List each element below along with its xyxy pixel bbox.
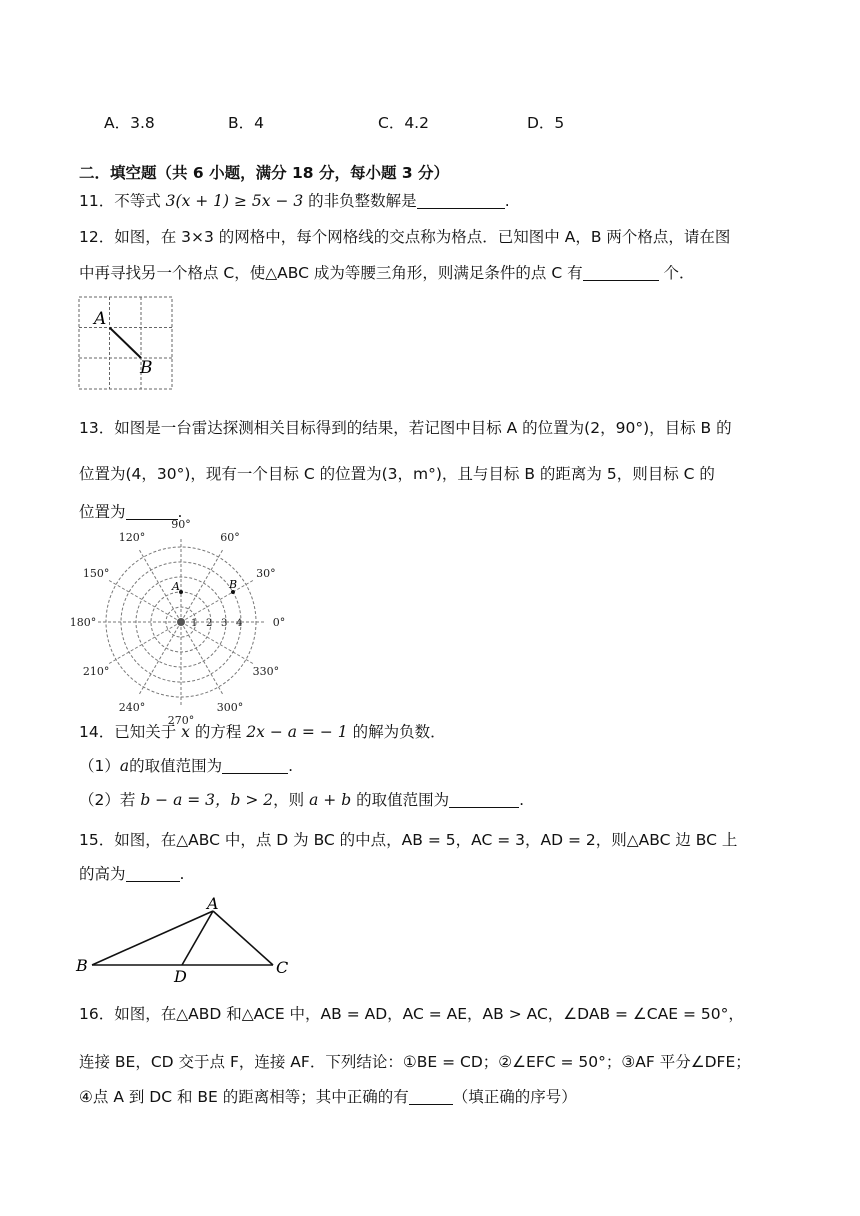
- q14-stem-mid: 的方程: [194, 723, 242, 741]
- q14-part2-prefix: （2）若: [79, 791, 136, 809]
- grid-point-a: A: [94, 309, 107, 329]
- radar-point-a: A: [172, 580, 180, 593]
- q16-line3-suffix: （填正确的序号）: [452, 1088, 577, 1106]
- q14-part2-text: 的取值范围为: [356, 791, 450, 809]
- question-16-line1: 16．如图，在△ABD 和△ACE 中，AB = AD，AC = AE，AB > AC，∠DAB = ∠CAE = 50°，: [79, 1005, 744, 1023]
- q12-answer-blank[interactable]: [583, 264, 659, 281]
- q14-part2-end: .: [519, 791, 525, 809]
- section-title: 二．填空题（共 6 小题，满分 18 分，每小题 3 分）: [79, 164, 450, 182]
- triangle-figure: [74, 894, 294, 984]
- q13-line3-suffix: .: [177, 503, 183, 521]
- question-12-line1: 12．如图，在 3×3 的网格中，每个网格线的交点称为格点．已知图中 A，B 两个格点，请在图: [79, 228, 731, 246]
- triangle-point-a: A: [207, 894, 219, 913]
- q11-prefix: 11．不等式: [79, 192, 161, 210]
- radar-spoke: [108, 580, 181, 622]
- q11-answer-blank[interactable]: [417, 192, 505, 209]
- q15-line2-suffix: .: [179, 865, 185, 883]
- q14-part1-end: .: [288, 757, 294, 775]
- q13-answer-blank[interactable]: [126, 503, 178, 520]
- radar-angle-label: 90°: [171, 518, 191, 531]
- q12-line2-prefix: 中再寻找另一个格点 C，使△ABC 成为等腰三角形，则满足条件的点 C 有: [79, 264, 583, 282]
- radar-spoke: [181, 580, 254, 622]
- segment-ad: [182, 911, 213, 965]
- radar-angle-label: 240°: [118, 700, 146, 714]
- radar-spoke: [181, 549, 223, 622]
- q14-part1-variable: a: [119, 757, 130, 775]
- q15-line2-prefix: 的高为: [79, 865, 126, 883]
- radar-angle-label: 330°: [252, 665, 280, 678]
- triangle-point-b: B: [76, 956, 88, 975]
- radar-angle-label: 210°: [82, 665, 110, 678]
- segment-ab: [92, 911, 213, 965]
- q14-stem-prefix: 14．已知关于: [79, 723, 177, 741]
- q15-answer-blank[interactable]: [126, 865, 180, 882]
- radar-angle-label: 150°: [82, 567, 110, 580]
- q12-line2-suffix: 个．: [658, 264, 695, 282]
- radar-origin: [177, 618, 185, 626]
- radar-point-b: B: [228, 578, 238, 591]
- radar-angle-label: 60°: [220, 531, 240, 545]
- q14-part2-blank[interactable]: [449, 791, 519, 808]
- question-12-line2: [79, 261, 695, 285]
- option-d: D．5: [527, 114, 565, 132]
- q14-stem-suffix: 的解为负数．: [352, 723, 446, 741]
- q14-part1-blank[interactable]: [222, 757, 288, 774]
- question-13-line2: 位置为(4，30°)，现有一个目标 C 的位置为(3，m°)，且与目标 B 的距离为 5，则目标 C 的: [79, 465, 715, 483]
- question-16-line2: 连接 BE，CD 交于点 F，连接 AF．下列结论：①BE = CD；②∠EFC = 50°；③AF 平分∠DFE；: [79, 1053, 751, 1071]
- q14-part1-prefix: （1）: [79, 757, 120, 775]
- radar-angle-label: 30°: [256, 567, 276, 580]
- q11-expression: 3(x + 1) ≥ 5x − 3: [165, 192, 304, 210]
- radar-spoke: [181, 622, 223, 695]
- segment-ab: [110, 328, 142, 359]
- question-13-line1: 13．如图是一台雷达探测相关目标得到的结果，若记图中目标 A 的位置为(2，90°)，目标 B 的: [79, 419, 732, 437]
- q13-line3-prefix: 位置为: [79, 503, 126, 521]
- grid-point-b: B: [140, 358, 153, 378]
- triangle-point-d: D: [174, 967, 187, 986]
- question-14-part2: [79, 788, 524, 812]
- q14-part1-text: 的取值范围为: [129, 757, 223, 775]
- option-a: A．3.8: [104, 114, 155, 132]
- radar-angle-label: 180°: [69, 616, 97, 629]
- option-b: B．4: [228, 114, 264, 132]
- radar-angle-label: 300°: [216, 700, 244, 714]
- question-14-part1: [79, 754, 293, 778]
- q14-part2-mid: ，则: [273, 791, 305, 809]
- radar-figure: [69, 518, 286, 727]
- q14-variable: x: [181, 723, 190, 741]
- grid-figure: [78, 296, 174, 391]
- radar-ring-label: 4: [236, 618, 243, 629]
- q14-equation: 2x − a = − 1: [246, 723, 348, 741]
- radar-spoke: [139, 622, 181, 695]
- radar-ring-label: 1: [191, 618, 198, 629]
- q14-part2-expression: a + b: [309, 791, 352, 809]
- question-14-stem: [79, 720, 446, 744]
- triangle-point-c: C: [276, 958, 289, 977]
- q16-answer-blank[interactable]: [409, 1088, 453, 1105]
- option-c: C．4.2: [378, 114, 429, 132]
- radar-angle-label: 0°: [272, 616, 286, 629]
- radar-ring-label: 2: [206, 618, 213, 629]
- q11-suffix: 的非负整数解是: [308, 192, 417, 210]
- question-11: [79, 189, 510, 213]
- question-16-line3: [79, 1085, 577, 1109]
- q14-part2-condition: b − a = 3，b > 2: [140, 791, 274, 809]
- question-15-line1: 15．如图，在△ABC 中，点 D 为 BC 的中点，AB = 5，AC = 3，AD = 2，则△ABC 边 BC 上: [79, 831, 738, 849]
- radar-angle-label: 270°: [167, 714, 195, 727]
- q11-end: .: [504, 192, 510, 210]
- radar-spoke: [108, 622, 181, 664]
- q16-line3-prefix: ④点 A 到 DC 和 BE 的距离相等；其中正确的有: [79, 1088, 409, 1106]
- radar-angle-label: 120°: [118, 531, 146, 545]
- segment-ac: [213, 911, 273, 965]
- question-13-line3: [79, 500, 182, 524]
- question-15-line2: [79, 862, 184, 886]
- radar-ring-label: 3: [221, 618, 228, 629]
